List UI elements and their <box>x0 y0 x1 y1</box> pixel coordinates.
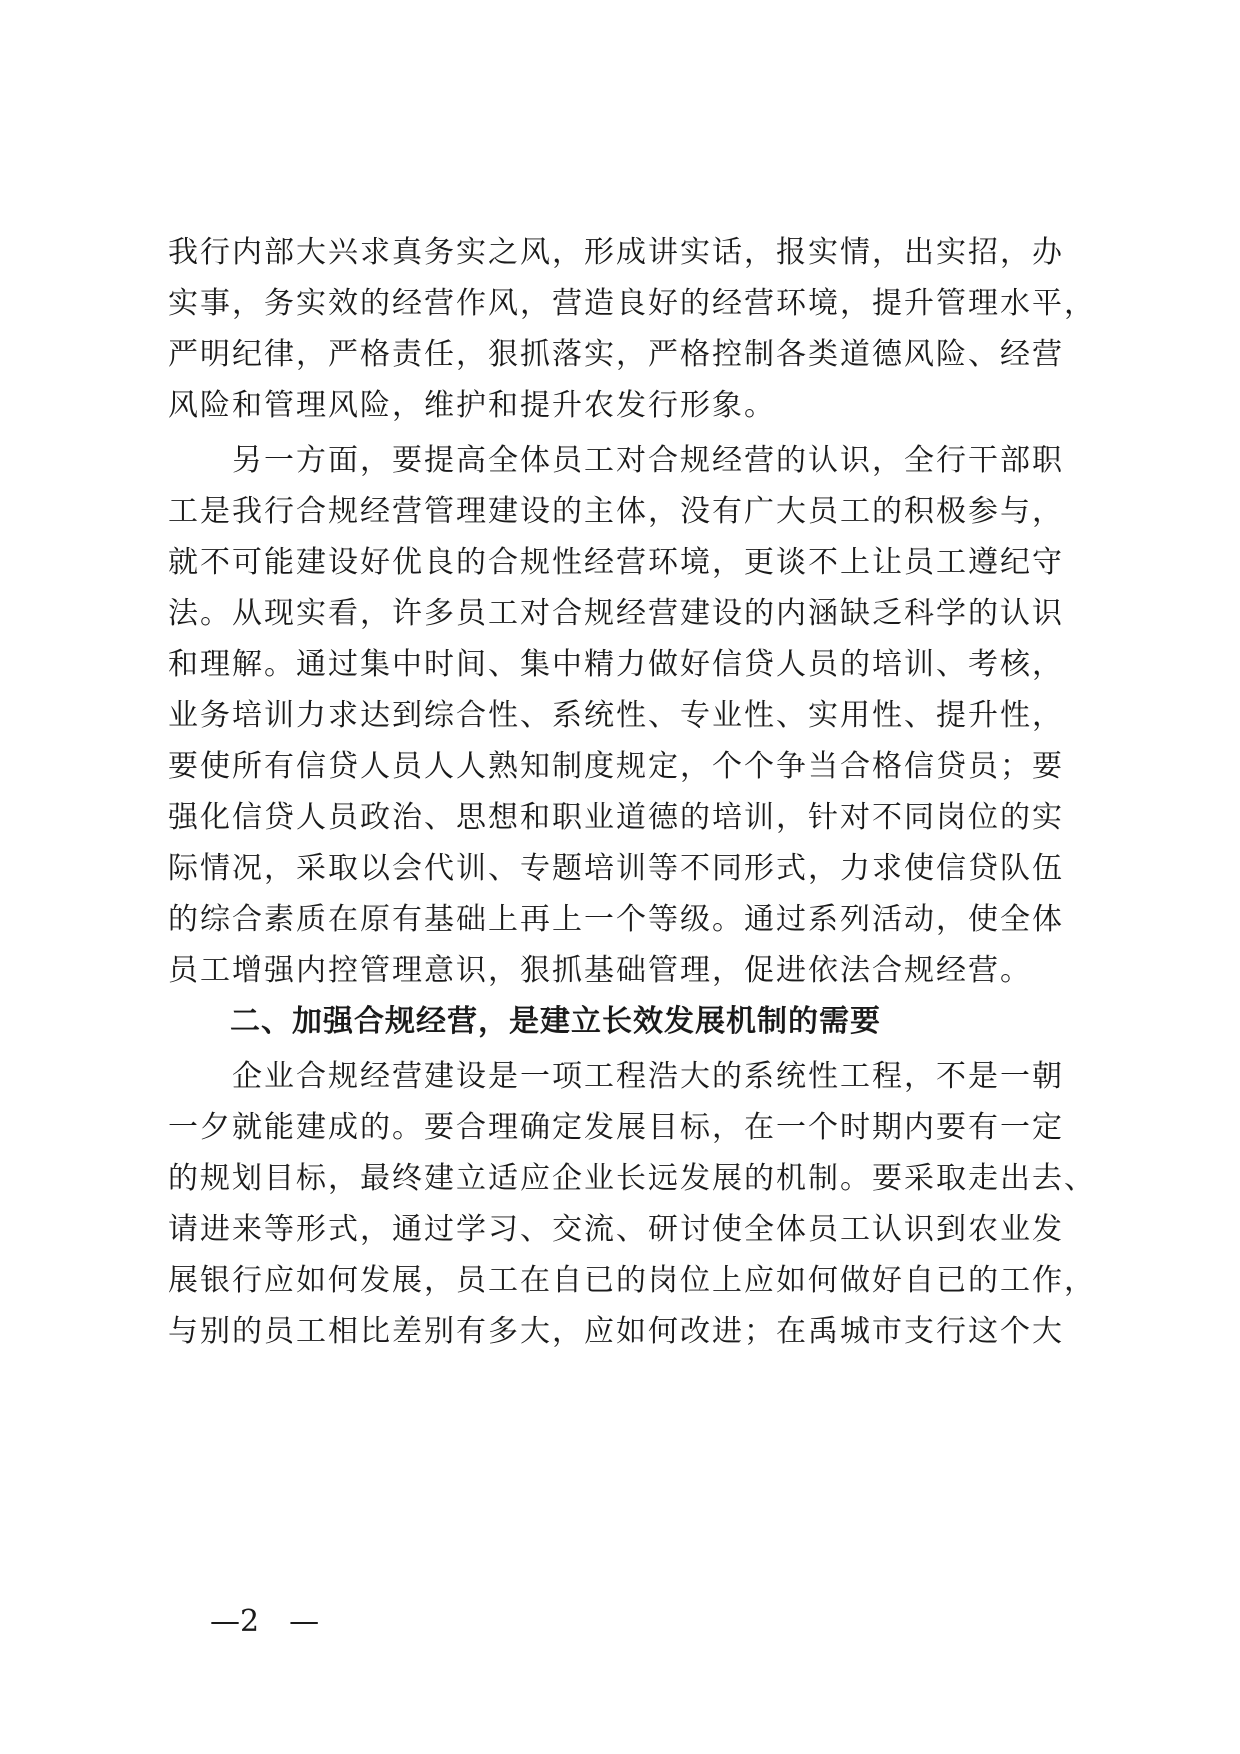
paragraph-1 <box>168 227 1098 431</box>
text-line: 的综合素质在原有基础上再上一个等级。通过系列活动，使全体 <box>168 902 1064 937</box>
text-line: 员工增强内控管理意识，狠抓基础管理，促进依法合规经营。 <box>168 953 1032 988</box>
text-line: 严明纪律，严格责任，狠抓落实，严格控制各类道德风险、经营 <box>168 337 1064 372</box>
text-line: 的规划目标，最终建立适应企业长远发展的机制。要采取走出去、 <box>168 1161 1096 1196</box>
text-line: 就不可能建设好优良的合规性经营环境，更谈不上让员工遵纪守 <box>168 545 1064 580</box>
text-line: 与别的员工相比差别有多大，应如何改进；在禹城市支行这个大 <box>168 1314 1064 1349</box>
page-number: —2 — <box>210 1604 320 1639</box>
document-body <box>168 227 1098 1357</box>
text-line: 请进来等形式，通过学习、交流、研讨使全体员工认识到农业发 <box>168 1212 1064 1247</box>
text-line: 法。从现实看，许多员工对合规经营建设的内涵缺乏科学的认识 <box>168 596 1064 631</box>
text-line: 风险和管理风险，维护和提升农发行形象。 <box>168 388 776 423</box>
text-line: 展银行应如何发展，员工在自已的岗位上应如何做好自已的工作， <box>168 1263 1096 1298</box>
text-line: 企业合规经营建设是一项工程浩大的系统性工程，不是一朝 <box>168 1059 1064 1094</box>
text-line: 际情况，采取以会代训、专题培训等不同形式，力求使信贷队伍 <box>168 851 1064 886</box>
text-line: 和理解。通过集中时间、集中精力做好信贷人员的培训、考核， <box>168 647 1064 682</box>
text-line: 要使所有信贷人员人人熟知制度规定，个个争当合格信贷员；要 <box>168 749 1064 784</box>
text-line: 我行内部大兴求真务实之风，形成讲实话，报实情，出实招，办 <box>168 235 1064 270</box>
text-line: 强化信贷人员政治、思想和职业道德的培训，针对不同岗位的实 <box>168 800 1064 835</box>
text-line: 实事，务实效的经营作风，营造良好的经营环境，提升管理水平， <box>168 286 1096 321</box>
section-heading: 二、加强合规经营，是建立长效发展机制的需要 <box>168 1004 881 1039</box>
paragraph-3 <box>168 1051 1098 1357</box>
text-line: 一夕就能建成的。要合理确定发展目标，在一个时期内要有一定 <box>168 1110 1064 1145</box>
paragraph-2 <box>168 435 1098 996</box>
text-line: 另一方面，要提高全体员工对合规经营的认识，全行干部职 <box>168 443 1064 478</box>
text-line: 业务培训力求达到综合性、系统性、专业性、实用性、提升性， <box>168 698 1064 733</box>
text-line: 工是我行合规经营管理建设的主体，没有广大员工的积极参与， <box>168 494 1064 529</box>
